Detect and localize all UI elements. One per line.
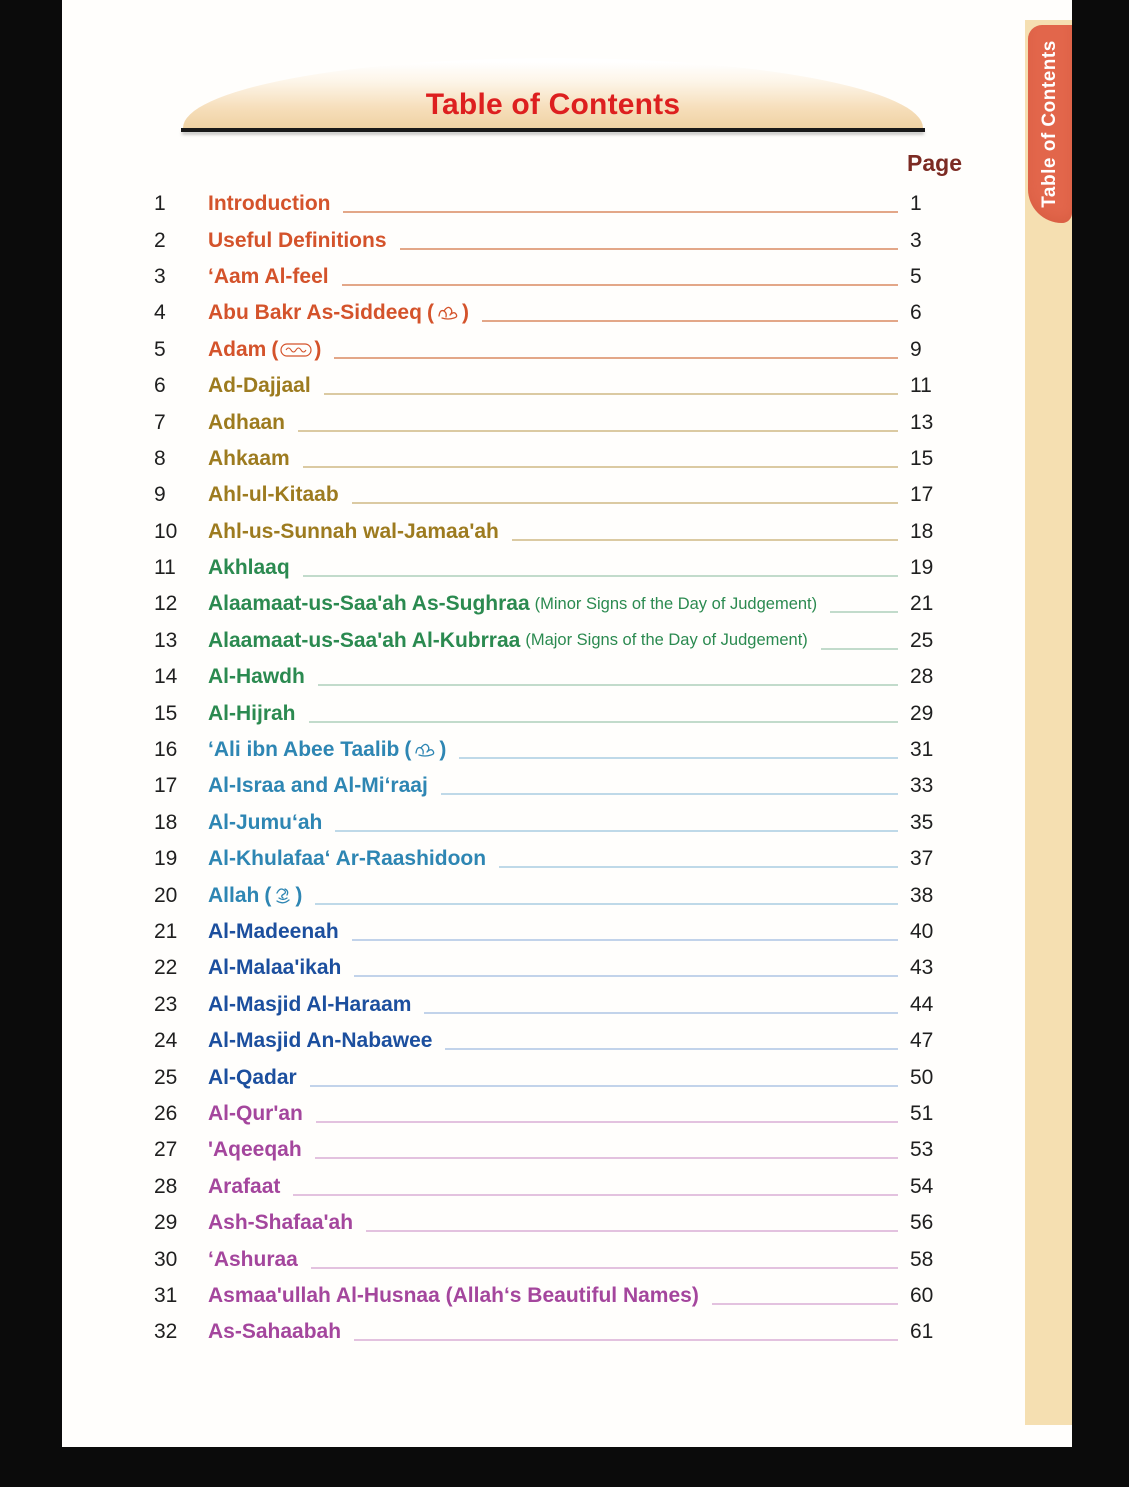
entry-number: 8: [154, 446, 166, 470]
honorific-alayhis-salaam-icon: [280, 341, 312, 359]
entry-title: Al-Hawdh: [208, 665, 305, 689]
entry-title: Ahl-us-Sunnah wal-Jamaa'ah: [208, 519, 499, 543]
header-banner: [183, 58, 923, 128]
entry-page-number: 50: [910, 1065, 934, 1089]
leader-line: [354, 975, 898, 977]
honorific-open-paren: (: [271, 337, 279, 361]
entry-page-number: 44: [910, 992, 934, 1016]
entry-subtitle: (Major Signs of the Day of Judgement): [525, 631, 808, 650]
honorific: [404, 738, 451, 762]
toc-row: [62, 768, 962, 804]
entry-title: Al-Khulafaa‘ Ar-Raashidoon: [208, 847, 487, 871]
leader-line: [298, 430, 898, 432]
entry-number: 4: [154, 301, 166, 325]
entry-page-number: 47: [910, 1029, 934, 1053]
chapter-edge-tab: [1028, 25, 1072, 223]
entry-page-number: 9: [910, 337, 922, 361]
entry-title: Allah: [208, 883, 260, 907]
entry-page-number: 17: [910, 483, 934, 507]
entry-page-number: 1: [910, 192, 922, 216]
entry-page-number: 21: [910, 592, 934, 616]
entry-title: Alaamaat-us-Saa'ah As-Sughraa: [208, 592, 530, 616]
entry-number: 12: [154, 592, 178, 616]
entry-page-number: 61: [910, 1320, 934, 1344]
toc-row: [62, 368, 962, 404]
entry-title: Asmaa'ullah Al-Husnaa (Allah‘s Beautiful Names): [208, 1283, 699, 1307]
toc-row: [62, 477, 962, 513]
header-underline: [181, 128, 925, 132]
entry-page-number: 29: [910, 701, 934, 725]
entry-page-number: 6: [910, 301, 922, 325]
toc-row: [62, 1059, 962, 1095]
entry-number: 14: [154, 665, 178, 689]
leader-line: [303, 466, 898, 468]
entry-number: 10: [154, 519, 178, 543]
entry-title: 'Aqeeqah: [208, 1138, 302, 1162]
entry-page-number: 31: [910, 738, 934, 762]
leader-line: [354, 1339, 898, 1341]
entry-number: 23: [154, 992, 178, 1016]
entry-number: 21: [154, 920, 178, 943]
page-column-header: Page: [907, 150, 962, 176]
entry-page-number: 37: [910, 847, 934, 871]
honorific: [264, 884, 307, 908]
entry-title: Al-Israa and Al-Mi‘raaj: [208, 774, 428, 798]
entry-number: 32: [154, 1320, 178, 1344]
entry-number: 9: [154, 483, 166, 507]
leader-line: [424, 1012, 898, 1014]
honorific: [427, 301, 474, 325]
entry-page-number: 19: [910, 556, 934, 580]
leader-line: [445, 1048, 898, 1050]
entry-number: 6: [154, 374, 166, 398]
toc-row: [62, 514, 962, 550]
entry-number: 26: [154, 1101, 178, 1125]
leader-line: [311, 1267, 898, 1269]
honorific: [271, 338, 326, 362]
leader-line: [459, 757, 898, 759]
entry-number: 16: [154, 738, 178, 762]
entry-page-number: 38: [910, 883, 934, 907]
entry-page-number: 3: [910, 228, 922, 252]
entry-page-number: 13: [910, 410, 934, 434]
toc-row: [62, 914, 962, 950]
toc-row: [62, 1023, 962, 1059]
toc-list: [62, 186, 962, 1351]
honorific-azza-wa-jall-icon: [273, 885, 293, 907]
entry-title: Ahl-ul-Kitaab: [208, 483, 339, 507]
toc-row: [62, 950, 962, 986]
entry-page-number: 35: [910, 810, 934, 834]
entry-title: ‘Ali ibn Abee Taalib: [208, 738, 400, 762]
entry-page-number: 43: [910, 956, 934, 980]
entry-number: 2: [154, 228, 166, 252]
entry-number: 11: [154, 556, 176, 580]
entry-title: Abu Bakr As-Siddeeq: [208, 301, 422, 325]
toc-row: [62, 877, 962, 913]
entry-number: 18: [154, 810, 178, 834]
entry-title: Al-Masjid Al-Haraam: [208, 992, 412, 1016]
entry-number: 30: [154, 1247, 178, 1271]
toc-row: [62, 332, 962, 368]
leader-line: [512, 539, 898, 541]
entry-page-number: 33: [910, 774, 934, 798]
leader-line: [315, 903, 898, 905]
entry-number: 13: [154, 628, 178, 652]
entry-number: 7: [154, 410, 166, 434]
honorific-open-paren: (: [264, 883, 272, 907]
toc-row: [62, 732, 962, 768]
toc-row: [62, 1169, 962, 1205]
entry-title: Ash-Shafaa'ah: [208, 1211, 354, 1235]
toc-row: [62, 222, 962, 258]
chapter-edge-tab-label: Table of Contents: [1039, 40, 1061, 208]
entry-number: 19: [154, 847, 178, 871]
entry-title: Useful Definitions: [208, 228, 387, 252]
toc-row: [62, 1241, 962, 1277]
entry-page-number: 53: [910, 1138, 934, 1162]
entry-title: Al-Madeenah: [208, 920, 339, 943]
entry-page-number: 40: [910, 920, 934, 943]
leader-line: [342, 284, 898, 286]
leader-line: [324, 393, 898, 395]
entry-title: Ad-Dajjaal: [208, 374, 311, 398]
toc-row: [62, 259, 962, 295]
entry-number: 22: [154, 956, 178, 980]
entry-number: 31: [154, 1283, 178, 1307]
leader-line: [315, 1157, 898, 1159]
entry-page-number: 58: [910, 1247, 934, 1271]
entry-subtitle: (Minor Signs of the Day of Judgement): [534, 594, 818, 613]
entry-number: 24: [154, 1029, 178, 1053]
leader-line: [482, 320, 898, 322]
leader-line: [310, 1085, 898, 1087]
entry-title: ‘Ashuraa: [208, 1247, 298, 1271]
entry-title: ‘Aam Al-feel: [208, 264, 329, 288]
entry-number: 3: [154, 264, 166, 288]
entry-page-number: 28: [910, 665, 934, 689]
entry-page-number: 11: [910, 374, 932, 398]
leader-line: [441, 793, 898, 795]
leader-line: [352, 939, 898, 941]
entry-title: Introduction: [208, 192, 331, 216]
entry-page-number: 54: [910, 1174, 934, 1198]
entry-title: Adhaan: [208, 410, 286, 434]
toc-row: [62, 805, 962, 841]
toc-row: [62, 404, 962, 440]
leader-line: [318, 684, 898, 686]
leader-line: [400, 248, 898, 250]
honorific-radi-allahu-anhu-icon: [436, 303, 460, 323]
toc-row: [62, 841, 962, 877]
honorific-close-paren: ): [295, 883, 303, 907]
entry-number: 15: [154, 701, 178, 725]
leader-line: [316, 1121, 898, 1123]
leader-line: [309, 721, 898, 723]
entry-title: As-Sahaabah: [208, 1320, 342, 1344]
entry-number: 29: [154, 1211, 178, 1235]
toc-row: [62, 623, 962, 659]
entry-page-number: 15: [910, 446, 934, 470]
toc-row: [62, 1314, 962, 1350]
book-page: [62, 0, 1072, 1447]
toc-row: [62, 695, 962, 731]
toc-row: [62, 186, 962, 222]
honorific-open-paren: (: [404, 738, 412, 762]
toc-row: [62, 550, 962, 586]
leader-line: [366, 1230, 898, 1232]
entry-title: Akhlaaq: [208, 556, 290, 580]
leader-line: [821, 648, 898, 650]
leader-line: [293, 1194, 898, 1196]
entry-title: Arafaat: [208, 1174, 281, 1198]
toc-row: [62, 1278, 962, 1314]
toc-row: [62, 987, 962, 1023]
entry-number: 28: [154, 1174, 178, 1198]
entry-number: 17: [154, 774, 178, 798]
leader-line: [303, 575, 898, 577]
leader-line: [334, 357, 898, 359]
entry-page-number: 5: [910, 264, 922, 288]
toc-row: [62, 295, 962, 331]
entry-title: Al-Qadar: [208, 1065, 297, 1089]
entry-title: Al-Malaa'ikah: [208, 956, 342, 980]
entry-page-number: 51: [910, 1101, 934, 1125]
entry-number: 27: [154, 1138, 178, 1162]
entry-title: Alaamaat-us-Saa'ah Al-Kubrraa: [208, 628, 521, 652]
entry-title: Al-Qur'an: [208, 1101, 303, 1125]
leader-line: [712, 1303, 898, 1305]
entry-number: 1: [154, 192, 166, 216]
entry-title: Adam: [208, 337, 267, 361]
page-title: Table of Contents: [425, 88, 681, 121]
entry-title: Al-Masjid An-Nabawee: [208, 1029, 433, 1053]
leader-line: [830, 611, 898, 613]
toc-row: [62, 1205, 962, 1241]
entry-number: 25: [154, 1065, 178, 1089]
toc-row: [62, 586, 962, 622]
honorific-open-paren: (: [426, 301, 434, 325]
toc-row: [62, 659, 962, 695]
entry-title: Al-Jumu‘ah: [208, 810, 323, 834]
honorific-radi-allahu-anhu-icon: [413, 740, 437, 760]
leader-line: [335, 830, 898, 832]
side-rail: [1025, 20, 1072, 1425]
entry-page-number: 25: [910, 628, 934, 652]
honorific-close-paren: ): [439, 738, 447, 762]
honorific-close-paren: ): [461, 301, 469, 325]
toc-row: [62, 441, 962, 477]
entry-title: Ahkaam: [208, 446, 290, 470]
entry-number: 20: [154, 883, 178, 907]
entry-page-number: 18: [910, 519, 934, 543]
entry-page-number: 60: [910, 1283, 934, 1307]
toc-row: [62, 1096, 962, 1132]
leader-line: [499, 866, 898, 868]
leader-line: [352, 502, 898, 504]
honorific-close-paren: ): [314, 337, 322, 361]
entry-number: 5: [154, 337, 166, 361]
leader-line: [343, 211, 898, 213]
entry-page-number: 56: [910, 1211, 934, 1235]
toc-row: [62, 1132, 962, 1168]
entry-title: Al-Hijrah: [208, 701, 296, 725]
